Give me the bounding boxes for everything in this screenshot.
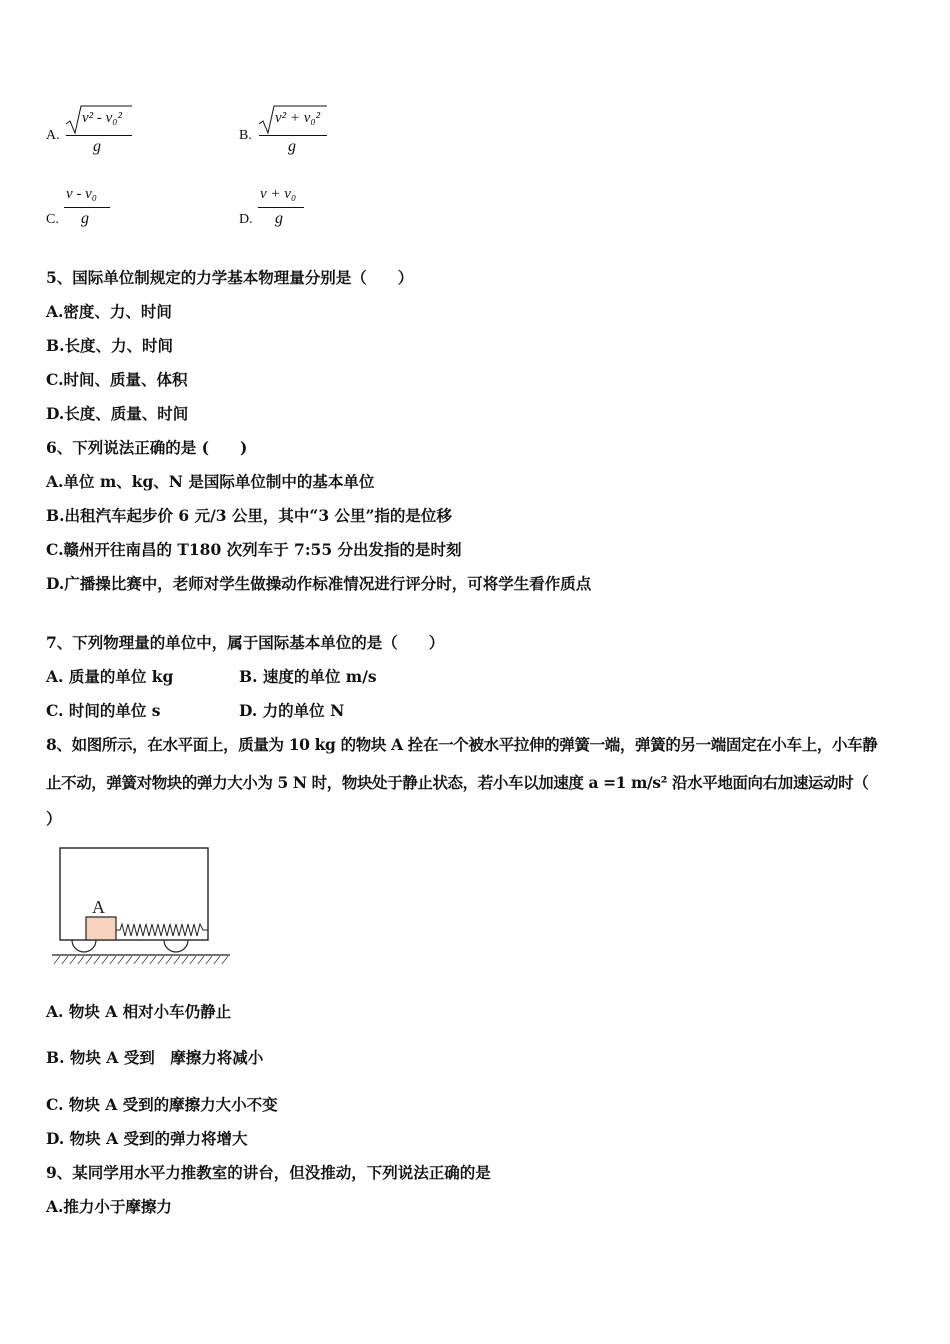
q4-option-b-formula	[257, 104, 329, 160]
q8-option-b: B. 物块 A 受到 摩擦力将减小	[46, 1048, 264, 1067]
q4-c-fraction-bar	[64, 207, 110, 208]
q4-option-a-formula	[64, 104, 134, 160]
q8-option-a: A. 物块 A 相对小车仍静止	[46, 1002, 232, 1021]
q7-option-a: A. 质量的单位 kg	[46, 667, 174, 686]
q8-stem-line-3: ）	[46, 809, 62, 828]
q5-option-a: A.密度、力、时间	[46, 302, 172, 321]
q9-option-a: A.推力小于摩擦力	[46, 1197, 172, 1216]
q7-stem: 7、下列物理量的单位中，属于国际基本单位的是（ ）	[46, 633, 445, 652]
q4-option-a-letter: A.	[46, 128, 60, 143]
q4-option-d-formula	[258, 186, 308, 234]
q8-option-c: C. 物块 A 受到的摩擦力大小不变	[46, 1095, 278, 1114]
block-a	[86, 917, 116, 940]
spring-icon	[116, 924, 208, 936]
q4-b-numerator: v² + v₀²	[275, 110, 321, 126]
block-a-label: A	[92, 897, 105, 917]
q5-option-c: C.时间、质量、体积	[46, 370, 188, 389]
q4-d-fraction-bar	[258, 207, 304, 208]
q8-stem-line-1: 8、如图所示，在水平面上，质量为 10 kg 的物块 A 拴在一个被水平拉伸的弹簧一端，弹簧的另一端固定在小车上，小车静	[46, 735, 878, 754]
q4-b-fraction-bar	[259, 135, 327, 136]
q7-option-d: D. 力的单位 N	[239, 701, 345, 720]
q5-option-b: B.长度、力、时间	[46, 336, 173, 355]
left-wheel-icon	[72, 940, 96, 952]
right-wheel-icon	[164, 940, 188, 952]
q6-option-d: D.广播操比赛中，老师对学生做操动作标准情况进行评分时，可将学生看作质点	[46, 574, 592, 593]
q6-stem: 6、下列说法正确的是 ( )	[46, 438, 248, 457]
q9-stem: 9、某同学用水平力推教室的讲台，但没推动，下列说法正确的是	[46, 1163, 491, 1182]
q7-option-c: C. 时间的单位 s	[46, 701, 161, 720]
q4-d-numerator: v + v₀	[260, 186, 297, 202]
q5-option-d: D.长度、质量、时间	[46, 404, 189, 423]
cart-spring-figure	[48, 842, 234, 968]
q4-a-numerator: v² - v₀²	[82, 110, 123, 126]
q8-option-d: D. 物块 A 受到的弹力将增大	[46, 1129, 248, 1148]
q6-option-a: A.单位 m、kg、N 是国际单位制中的基本单位	[46, 472, 375, 491]
cart-body	[60, 848, 208, 940]
q4-d-denominator: g	[275, 210, 283, 227]
q4-b-denominator: g	[288, 138, 296, 155]
q4-option-c-letter: C.	[46, 212, 59, 227]
q4-c-numerator: v - v₀	[66, 186, 98, 202]
ground-hatch	[54, 956, 228, 964]
q6-option-c: C.赣州开往南昌的 T180 次列车于 7:55 分出发指的是时刻	[46, 540, 462, 559]
q6-option-b: B.出租汽车起步价 6 元/3 公里，其中“3 公里”指的是位移	[46, 506, 452, 525]
q4-option-d-letter: D.	[239, 212, 253, 227]
q4-option-c-formula	[64, 186, 114, 234]
q8-stem-line-2: 止不动，弹簧对物块的弹力大小为 5 N 时，物块处于静止状态，若小车以加速度 a =1 m/s² 沿水平地面向右加速运动时（	[46, 773, 869, 792]
q4-c-denominator: g	[81, 210, 89, 227]
q7-option-b: B. 速度的单位 m/s	[239, 667, 377, 686]
q4-a-denominator: g	[93, 138, 101, 155]
q4-option-b-letter: B.	[239, 128, 252, 143]
q5-stem: 5、国际单位制规定的力学基本物理量分别是（ ）	[46, 268, 414, 287]
q4-a-fraction-bar	[66, 135, 132, 136]
